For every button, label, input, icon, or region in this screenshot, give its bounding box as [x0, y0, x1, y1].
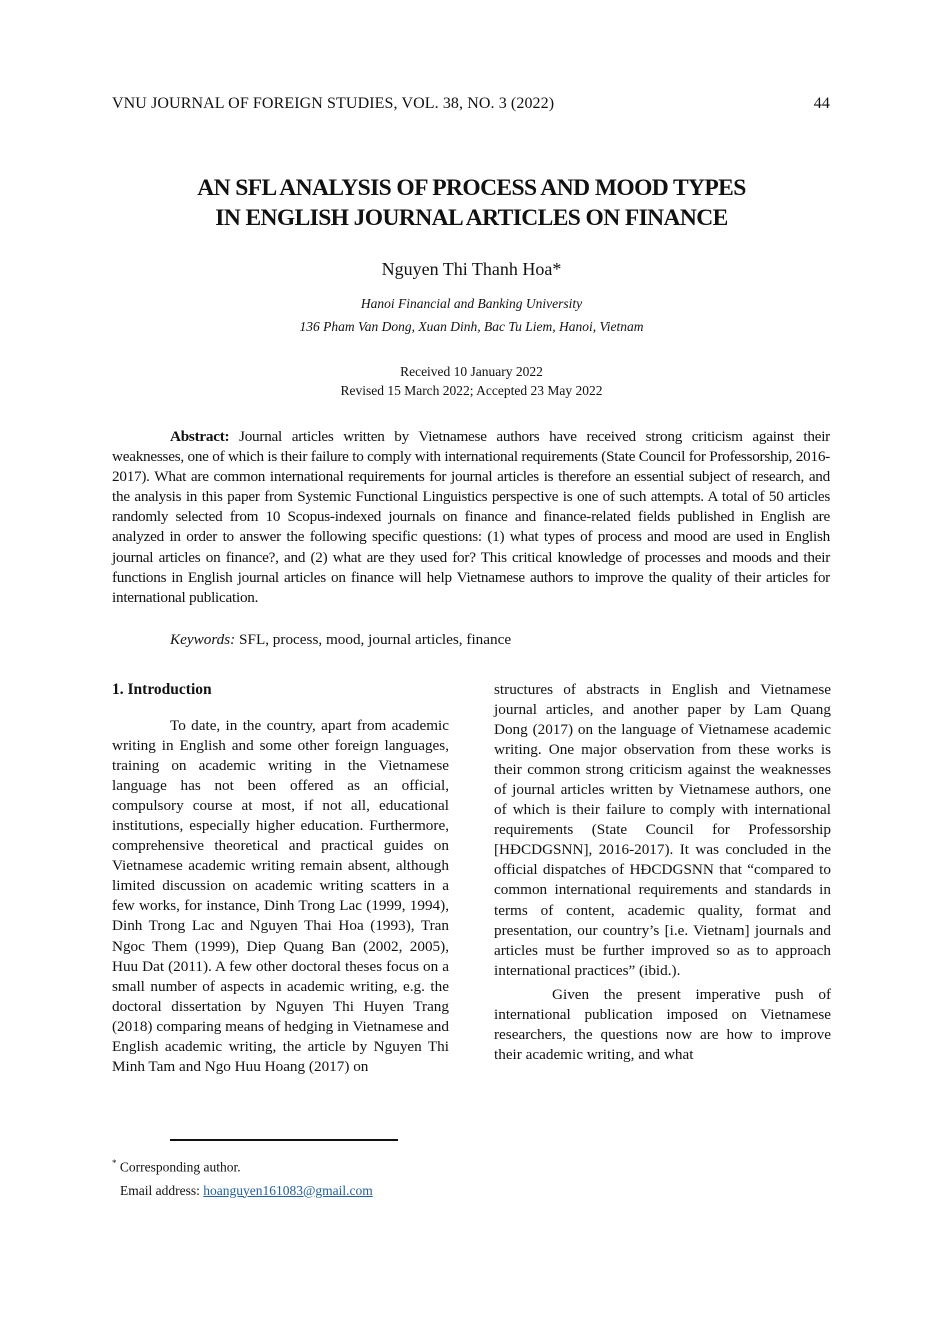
email-link[interactable]: hoanguyen161083@gmail.com — [203, 1182, 373, 1198]
article-title — [100, 173, 843, 233]
page-number: 44 — [813, 95, 830, 112]
section-heading-introduction: 1. Introduction — [112, 681, 212, 698]
keywords-text: SFL, process, mood, journal articles, finance — [235, 631, 512, 648]
received-date: Received 10 January 2022 — [400, 364, 543, 379]
left-column — [112, 716, 449, 1077]
right-column — [494, 680, 831, 1065]
abstract — [112, 427, 830, 608]
address: 136 Pham Van Dong, Xuan Dinh, Bac Tu Liem, Hanoi, Vietnam — [299, 319, 644, 334]
revised-accepted-date: Revised 15 March 2022; Accepted 23 May 2022 — [340, 383, 603, 398]
corresponding-author-text: Corresponding author. — [116, 1159, 241, 1175]
email-line — [112, 1179, 373, 1202]
footnote-divider — [170, 1139, 398, 1141]
intro-paragraph-3: Given the present imperative push of international publication imposed on Vietnamese researchers, the questions now are how to improve their academic writing, and what — [494, 985, 831, 1063]
journal-name: VNU JOURNAL OF FOREIGN STUDIES, VOL. 38, NO. 3 (2022) — [112, 95, 555, 112]
running-header — [112, 95, 830, 113]
footnote-marker: * — [112, 1158, 117, 1168]
title-line-1: AN SFL ANALYSIS OF PROCESS AND MOOD TYPES — [197, 175, 746, 201]
abstract-label: Abstract: — [170, 428, 230, 445]
keywords — [170, 631, 511, 649]
footnote — [112, 1152, 373, 1202]
affiliation: Hanoi Financial and Banking University — [360, 296, 583, 311]
abstract-text: Journal articles written by Vietnamese authors have received strong criticism against their weaknesses, one of which is their failure to comply with international requirements (State Council for Professorship, 2016-2017). What are common international requirements for journal articles is therefore an essential subject of research, and the analysis in this paper from Systemic Functional Linguistics perspective is one of such attempts. A total of 50 articles randomly selected from 10 Scopus-indexed journals on finance and finance-related fields published in English are analyzed in order to answer the following specific questions: (1) what types of process and mood are used in English journal articles on finance?, and (2) what are they used for? This critical knowledge of processes and moods and their functions in English journal articles on finance will help Vietnamese authors to improve the quality of their articles for international publication. — [112, 428, 830, 606]
corresponding-author-note — [112, 1152, 373, 1179]
keywords-label: Keywords: — [170, 631, 236, 648]
email-label: Email address: — [120, 1182, 204, 1198]
author-name: Nguyen Thi Thanh Hoa* — [381, 259, 562, 279]
title-line-2: IN ENGLISH JOURNAL ARTICLES ON FINANCE — [215, 205, 728, 231]
intro-paragraph-1: To date, in the country, apart from academic writing in English and some other foreign languages, training on academic writing in the Vietnamese language has not been offered as an official, compulsory course at most, if not all, educational institutions, especially higher education. Furthermore, comprehensive theoretical and practical guides on Vietnamese academic writing remain absent, although limited discussion on academic writing scatters in a few works, for instance, Dinh Trong Lac (1999, 1994), Dinh Trong Lac and Nguyen Thai Hoa (1993), Tran Ngoc Them (1999), Diep Quang Ban (2002, 2005), Huu Dat (2011). A few other doctoral theses focus on a small number of aspects in academic writing, e.g. the doctoral dissertation by Nguyen Thi Huyen Trang (2018) comparing means of hedging in Vietnamese and English academic writing, the article by Nguyen Thi Minh Tam and Ngo Huu Hoang (2017) on — [112, 717, 449, 1075]
intro-paragraph-2: structures of abstracts in English and Vietnamese journal articles, and another paper by Lam Quang Dong (2017) on the language of Vietnamese academic writing. One major observation from these works is their common strong criticism against the weaknesses of journal articles written by Vietnamese authors, one of which is their failure to comply with international requirements (State Council for Professorship [HĐCDGSNN], 2016-2017). It was concluded in the official dispatches of HĐCDGSNN that “compared to common international requirements and standards in terms of content, academic quality, format and presentation, our country’s [i.e. Vietnam] journals and articles must be further improved so as to approach international practices” (ibid.). — [494, 681, 831, 979]
